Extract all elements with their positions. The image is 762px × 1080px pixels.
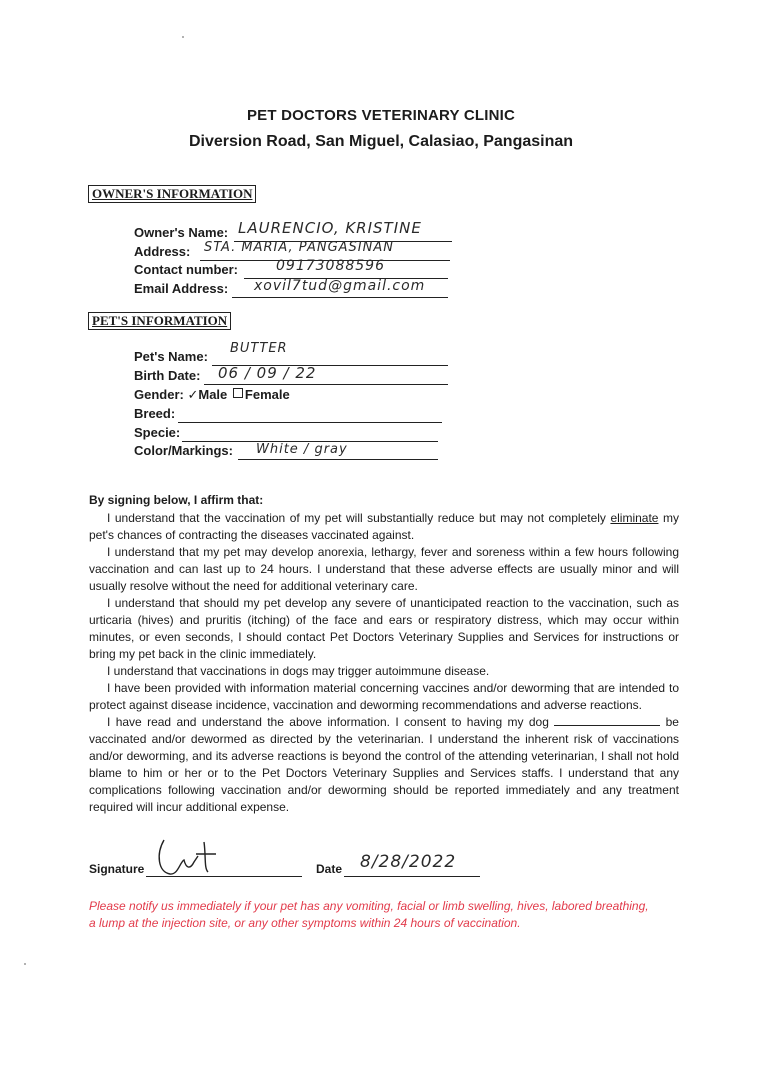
pet-gender-field bbox=[134, 387, 290, 403]
consent-paragraph: I understand that vaccinations in dogs may trigger autoimmune disease. bbox=[107, 664, 490, 678]
signature-label: Signature bbox=[89, 862, 145, 876]
gender-female-checkbox[interactable] bbox=[233, 388, 243, 398]
pet-gender-label: Gender: bbox=[134, 387, 184, 402]
clinic-address: Diversion Road, San Miguel, Calasiao, Pangasinan bbox=[188, 133, 574, 150]
owner-section-title: OWNER'S INFORMATION bbox=[88, 185, 256, 203]
scan-speck bbox=[182, 36, 184, 38]
consent-paragraph: I have been provided with information material concerning vaccines and/or deworming that are intended to protect against disease incidence, vaccination and deworming recommendations and adverse reactions. bbox=[89, 681, 679, 712]
date-value: 8/28/2022 bbox=[360, 852, 457, 872]
pet-name-value: BUTTER bbox=[230, 341, 288, 356]
owner-email-label: Email Address: bbox=[134, 281, 229, 296]
signature-mark bbox=[150, 832, 250, 882]
owner-email-value: xovil7tud@gmail.com bbox=[254, 278, 426, 294]
pet-specie-label: Specie: bbox=[134, 425, 181, 440]
pet-section-title: PET'S INFORMATION bbox=[88, 312, 231, 330]
clinic-name: PET DOCTORS VETERINARY CLINIC bbox=[246, 107, 516, 124]
pet-name-label: Pet's Name: bbox=[134, 349, 208, 364]
owner-email-field[interactable] bbox=[134, 278, 454, 299]
consent-paragraph: I understand that should my pet develop any severe of unanticipated reaction to the vaccination, such as urticaria (hives) and pruritis (itching) of the face and ears or respiratory distress, which may occur within minutes, or even seconds, I should contact Pet Doctors Veterinary Supplies and Services for instructions or bring my pet back in the clinic immediately. bbox=[89, 596, 679, 661]
pet-breed-label: Breed: bbox=[134, 406, 176, 421]
pet-breed-field[interactable] bbox=[134, 406, 454, 424]
owner-name-value: LAURENCIO, KRISTINE bbox=[238, 219, 422, 237]
consent-body bbox=[89, 510, 679, 816]
scan-speck bbox=[24, 963, 26, 965]
consent-paragraph: I understand that my pet may develop anorexia, lethargy, fever and soreness within a few hours following vaccination and can last up to 24 hours. I understand that these adverse effects are usually minor and will usually resolve without the need for additional veterinary care. bbox=[89, 545, 679, 593]
consent-paragraph: I have read and understand the above information. I consent to having my dog be vaccinated and/or dewormed as directed by the veterinarian. I understand the inherent risk of vaccinations and/or deworming, and its adverse reactions is beyond the control of the attending veterinarian, I shall not hold blame to him or her or to the Pet Doctors Veterinary Supplies and Services staffs. I understand that any complications following vaccination and/or deworming should be reported immediately and any treatment required will incur additional expense. bbox=[89, 715, 679, 814]
pet-birthdate-line bbox=[204, 384, 448, 385]
pet-color-field[interactable] bbox=[134, 443, 454, 461]
consent-heading: By signing below, I affirm that: bbox=[89, 493, 264, 507]
pet-specie-field[interactable] bbox=[134, 425, 454, 443]
date-line[interactable] bbox=[344, 876, 480, 877]
pet-breed-line bbox=[178, 422, 442, 423]
gender-male-option[interactable]: Male bbox=[198, 387, 228, 402]
owner-address-label: Address: bbox=[134, 244, 191, 259]
owner-contact-label: Contact number: bbox=[134, 262, 238, 277]
pet-birthdate-value: 06 / 09 / 22 bbox=[218, 364, 317, 382]
pet-color-value: White / gray bbox=[256, 442, 348, 457]
owner-address-value: STA. MARIA, PANGASINAN bbox=[204, 240, 394, 255]
pet-color-line bbox=[238, 459, 438, 460]
owner-name-label: Owner's Name: bbox=[134, 225, 229, 240]
owner-email-line bbox=[232, 297, 448, 298]
pet-birthdate-field[interactable] bbox=[134, 364, 454, 386]
consent-paragraph: I understand that the vaccination of my pet will substantially reduce but may not completely eliminate my pet's chances of contracting the diseases vaccinated against. bbox=[89, 511, 679, 542]
owner-contact-value: 09173088596 bbox=[276, 258, 385, 274]
pet-birthdate-label: Birth Date: bbox=[134, 368, 201, 383]
gender-female-option[interactable]: Female bbox=[244, 387, 290, 402]
date-label: Date bbox=[316, 862, 343, 876]
dog-name-blank[interactable] bbox=[554, 715, 660, 726]
checkmark-icon[interactable]: ✓ bbox=[187, 387, 199, 402]
post-vaccination-notice: Please notify us immediately if your pet has any vomiting, facial or limb swelling, hives, labored breathing, a lump at the injection site, or any other symptoms within 24 hours of vaccination. bbox=[89, 899, 649, 930]
pet-color-label: Color/Markings: bbox=[134, 443, 233, 458]
